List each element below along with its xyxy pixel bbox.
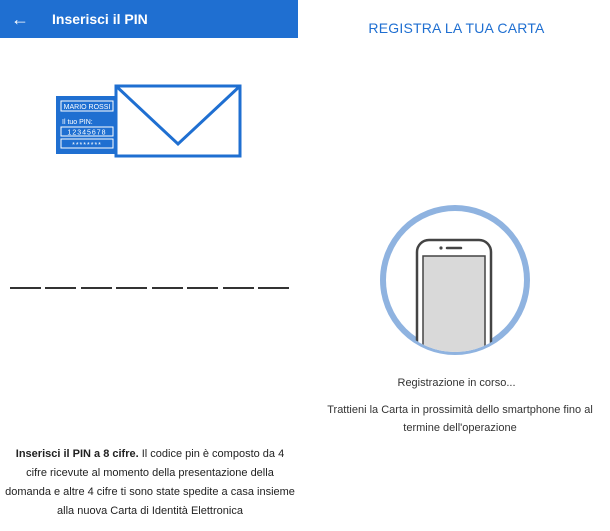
pin-instructions-bold: Inserisci il PIN a 8 cifre. xyxy=(15,448,139,460)
register-screen xyxy=(303,0,610,531)
pin-instructions-text: Il codice pin è composto da 4 cifre ricevute al momento della presentazione della domanda e altre 4 cifre ti sono state spedite a casa insieme alla nuova Carta di Identità Elettronica xyxy=(5,448,295,517)
pin-screen xyxy=(0,0,298,531)
pin-digit-slot[interactable] xyxy=(258,287,289,289)
phone-nfc-illustration xyxy=(378,203,532,357)
pin-digit-slot[interactable] xyxy=(10,287,41,289)
page-title: Inserisci il PIN xyxy=(52,11,148,27)
pin-digit-slot[interactable] xyxy=(116,287,147,289)
registration-hint: Trattieni la Carta in prossimità dello smartphone fino al termine dell'operazione xyxy=(327,404,593,434)
letter-pin-masked: ******** xyxy=(72,142,102,149)
pin-digit-slot[interactable] xyxy=(45,287,76,289)
arrow-left-icon[interactable]: ← xyxy=(11,8,29,29)
pin-instructions xyxy=(4,445,296,521)
register-title: REGISTRA LA TUA CARTA xyxy=(368,20,545,36)
pin-input[interactable] xyxy=(10,287,289,291)
pin-digit-slot[interactable] xyxy=(152,287,183,289)
letter-pin-number: 12345678 xyxy=(67,129,107,137)
pin-digit-slot[interactable] xyxy=(187,287,218,289)
letter-pin-label: Il tuo PIN: xyxy=(62,119,93,126)
pin-digit-slot[interactable] xyxy=(223,287,254,289)
letter-name: MARIO ROSSI xyxy=(63,104,111,111)
phone-icon xyxy=(417,240,491,357)
app-bar xyxy=(0,0,298,38)
registration-status: Registrazione in corso... xyxy=(397,377,516,389)
pin-letter-illustration xyxy=(54,84,244,160)
pin-digit-slot[interactable] xyxy=(81,287,112,289)
